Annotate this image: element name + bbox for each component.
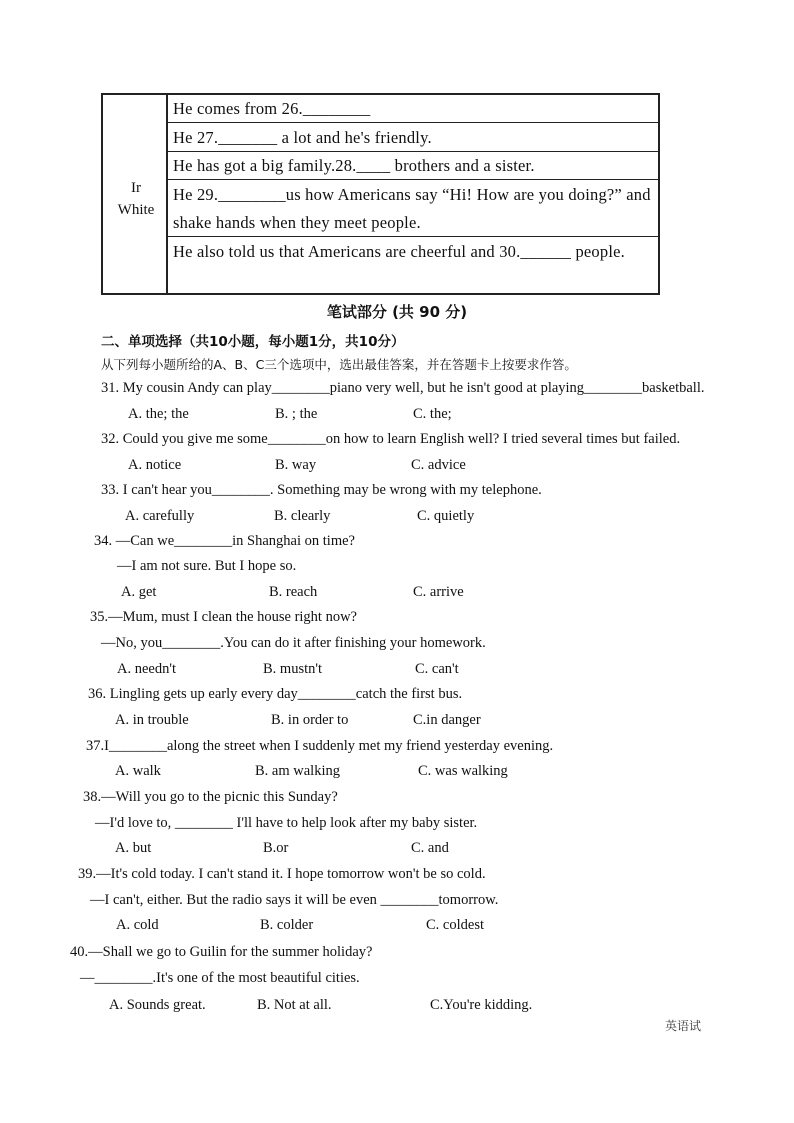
- info-table: [101, 93, 660, 295]
- q32-option-a: A. notice: [128, 457, 182, 473]
- table-row: He 27._______ a lot and he's friendly.: [168, 123, 658, 152]
- table-row: He 29.________us how Americans say “Hi! How are you doing?” and shake hands when they meet people.: [168, 180, 658, 237]
- table-row: He has got a big family.28.____ brothers and a sister.: [168, 152, 658, 180]
- table-row: He also told us that Americans are cheerful and 30.______ people.: [173, 242, 625, 261]
- q40-option-b: B. Not at all.: [257, 997, 332, 1013]
- question-38-reply: —I'd love to, ________ I'll have to help look after my baby sister.: [95, 815, 478, 831]
- table-row: He comes from 26.________: [168, 95, 658, 123]
- q36-option-b: B. in order to: [271, 712, 349, 728]
- question-32-stem: 32. Could you give me some________on how to learn English well? I tried several times but failed.: [101, 431, 681, 447]
- q33-option-c: C. quietly: [417, 508, 475, 524]
- q33-option-b: B. clearly: [274, 508, 331, 524]
- name-line2: White: [117, 202, 155, 218]
- q35-option-c: C. can't: [415, 661, 459, 677]
- name-cell: [111, 177, 161, 221]
- q39-option-c: C. coldest: [426, 917, 484, 933]
- q34-option-c: C. arrive: [413, 584, 464, 600]
- question-33-stem: 33. I can't hear you________. Something may be wrong with my telephone.: [101, 482, 542, 498]
- question-39-reply: —I can't, either. But the radio says it will be even ________tomorrow.: [90, 892, 499, 908]
- q38-option-c: C. and: [411, 840, 449, 856]
- q36-option-a: A. in trouble: [115, 712, 189, 728]
- question-34-reply: —I am not sure. But I hope so.: [117, 558, 297, 574]
- q38-option-a: A. but: [115, 840, 152, 856]
- name-column: [103, 95, 168, 293]
- q31-option-a: A. the; the: [128, 406, 189, 422]
- q38-option-b: B.or: [263, 840, 289, 856]
- q37-option-c: C. was walking: [418, 763, 508, 779]
- q37-option-a: A. walk: [115, 763, 161, 779]
- question-39-stem: 39.—It's cold today. I can't stand it. I hope tomorrow won't be so cold.: [78, 866, 486, 882]
- question-31-stem: 31. My cousin Andy can play________piano very well, but he isn't good at playing________basketball.: [101, 380, 705, 396]
- section-instruction: 从下列每小题所给的A、B、C三个选项中，选出最佳答案，并在答题卡上按要求作答。: [101, 357, 577, 372]
- q39-option-b: B. colder: [260, 917, 314, 933]
- section-subtitle: 二、单项选择（共10小题，每小题1分，共10分）: [101, 334, 405, 350]
- q37-option-b: B. am walking: [255, 763, 340, 779]
- q39-option-a: A. cold: [116, 917, 159, 933]
- q35-option-a: A. needn't: [117, 661, 176, 677]
- question-34-stem: 34. —Can we________in Shanghai on time?: [94, 533, 355, 549]
- footer-subject: 英语试: [665, 1019, 702, 1033]
- question-35-stem: 35.—Mum, must I clean the house right now?: [90, 609, 357, 625]
- q31-option-b: B. ; the: [275, 406, 318, 422]
- q40-option-c: C.You're kidding.: [430, 997, 533, 1013]
- q36-option-c: C.in danger: [413, 712, 481, 728]
- q35-option-b: B. mustn't: [263, 661, 323, 677]
- q34-option-b: B. reach: [269, 584, 318, 600]
- name-line1: Ir: [131, 180, 141, 196]
- q33-option-a: A. carefully: [125, 508, 195, 524]
- question-37-stem: 37.I________along the street when I suddenly met my friend yesterday evening.: [86, 738, 554, 754]
- q31-option-c: C. the;: [413, 406, 452, 422]
- question-40-reply: —________.It's one of the most beautiful cities.: [80, 970, 360, 986]
- question-36-stem: 36. Lingling gets up early every day________catch the first bus.: [88, 686, 463, 702]
- question-35-reply: —No, you________.You can do it after finishing your homework.: [101, 635, 486, 651]
- q34-option-a: A. get: [121, 584, 157, 600]
- question-38-stem: 38.—Will you go to the picnic this Sunday?: [83, 789, 338, 805]
- question-40-stem: 40.—Shall we go to Guilin for the summer holiday?: [70, 944, 373, 960]
- section-title: 笔试部分 (共 90 分): [326, 303, 468, 321]
- q32-option-b: B. way: [275, 457, 317, 473]
- q40-option-a: A. Sounds great.: [109, 997, 206, 1013]
- q32-option-c: C. advice: [411, 457, 466, 473]
